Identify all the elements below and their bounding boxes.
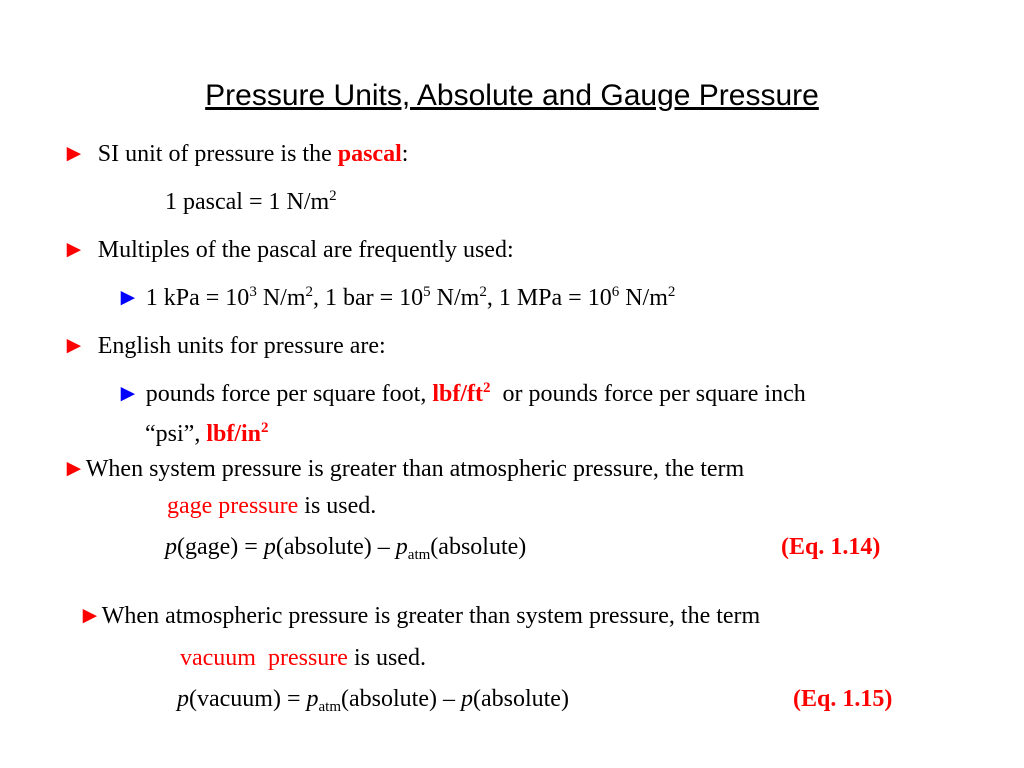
bullet-english-units — [62, 331, 386, 361]
bar-exponent: 5 — [423, 284, 431, 300]
gage-eq-p3: p — [395, 534, 408, 560]
vacuum-eq-t3: (absolute) — [472, 686, 569, 712]
pascal-definition — [165, 187, 337, 220]
si-unit-colon: : — [401, 141, 409, 167]
kpa-unit: N/m — [256, 285, 306, 311]
bullet-si-unit — [62, 139, 408, 169]
vacuum-pressure-term: pressure — [267, 645, 348, 671]
eq-1-15-label: (Eq. 1.15) — [793, 686, 893, 712]
english-units-psi — [145, 419, 269, 452]
vacuum-eq-p3: p — [460, 686, 473, 712]
psi-intro-text: or pounds force per square inch — [490, 381, 806, 407]
bar-unit-exponent: 2 — [479, 284, 487, 300]
eq-1-14-label: (Eq. 1.14) — [781, 534, 881, 560]
gage-eq-p1: p — [165, 534, 177, 560]
bullet-arrow-icon: ► — [62, 456, 86, 482]
sub-bullet-arrow-icon: ► — [116, 285, 140, 311]
bullet-arrow-icon: ► — [62, 141, 86, 167]
pascal-definition-text: 1 pascal = 1 N/m — [165, 189, 330, 215]
multiples-text: Multiples of the pascal are frequently used: — [97, 237, 514, 263]
gage-pressure-term: gage pressure — [167, 493, 299, 519]
multiples-values — [116, 283, 675, 316]
psi-unit: lbf/in — [206, 421, 262, 447]
bullet-arrow-icon: ► — [78, 603, 102, 629]
si-unit-text: SI unit of pressure is the — [97, 141, 338, 167]
vacuum-term: vacuum — [180, 645, 256, 671]
vacuum-intro-text: When atmospheric pressure is greater than system pressure, the term — [101, 603, 761, 629]
bar-text: , 1 bar = 10 — [312, 285, 424, 311]
pascal-term: pascal — [337, 141, 402, 167]
gage-eq-t1: (gage) = — [177, 534, 264, 560]
psf-unit: lbf/ft — [432, 381, 484, 407]
vacuum-equation — [177, 684, 569, 717]
vacuum-eq-t2: (absolute) – — [341, 686, 461, 712]
gage-eq-t3: (absolute) — [430, 534, 527, 560]
slide-title: Pressure Units, Absolute and Gauge Pressure — [205, 79, 819, 112]
psf-unit-exponent: 2 — [483, 380, 491, 396]
bullet-gage-pressure — [62, 454, 744, 484]
gage-eq-p2: p — [263, 534, 276, 560]
psi-unit-exponent: 2 — [261, 420, 269, 436]
vacuum-eq-p1: p — [177, 686, 189, 712]
vacuum-term-line — [180, 643, 426, 673]
gage-term-line — [167, 491, 376, 521]
gage-intro-text: When system pressure is greater than atmospheric pressure, the term — [85, 456, 745, 482]
sub-bullet-arrow-icon: ► — [116, 381, 140, 407]
mpa-exponent: 6 — [611, 284, 620, 300]
bullet-arrow-icon: ► — [62, 333, 86, 359]
gage-used-text: is used. — [298, 493, 377, 519]
pascal-definition-exponent: 2 — [329, 188, 337, 204]
gage-equation — [165, 532, 526, 565]
bullet-multiples — [62, 235, 514, 265]
vacuum-eq-p2: p — [306, 686, 319, 712]
vacuum-eq-atm-subscript: atm — [318, 699, 341, 715]
vacuum-eq-t1: (vacuum) = — [189, 686, 307, 712]
bullet-vacuum-pressure — [78, 601, 760, 631]
kpa-unit-exponent: 2 — [305, 284, 313, 300]
bullet-arrow-icon: ► — [62, 237, 86, 263]
kpa-text: 1 kPa = 10 — [145, 285, 250, 311]
gage-eq-t2: (absolute) – — [275, 534, 396, 560]
mpa-unit: N/m — [619, 285, 668, 311]
mpa-text: , 1 MPa = 10 — [486, 285, 612, 311]
vacuum-used-text: is used. — [347, 645, 426, 671]
bar-unit: N/m — [430, 285, 480, 311]
gage-eq-atm-subscript: atm — [407, 547, 431, 563]
kpa-exponent: 3 — [249, 284, 257, 300]
psf-text: pounds force per square foot, — [145, 381, 433, 407]
psi-text: “psi”, — [145, 421, 207, 447]
english-units-psf — [116, 379, 806, 412]
mpa-unit-exponent: 2 — [667, 284, 676, 300]
english-units-text: English units for pressure are: — [97, 333, 386, 359]
